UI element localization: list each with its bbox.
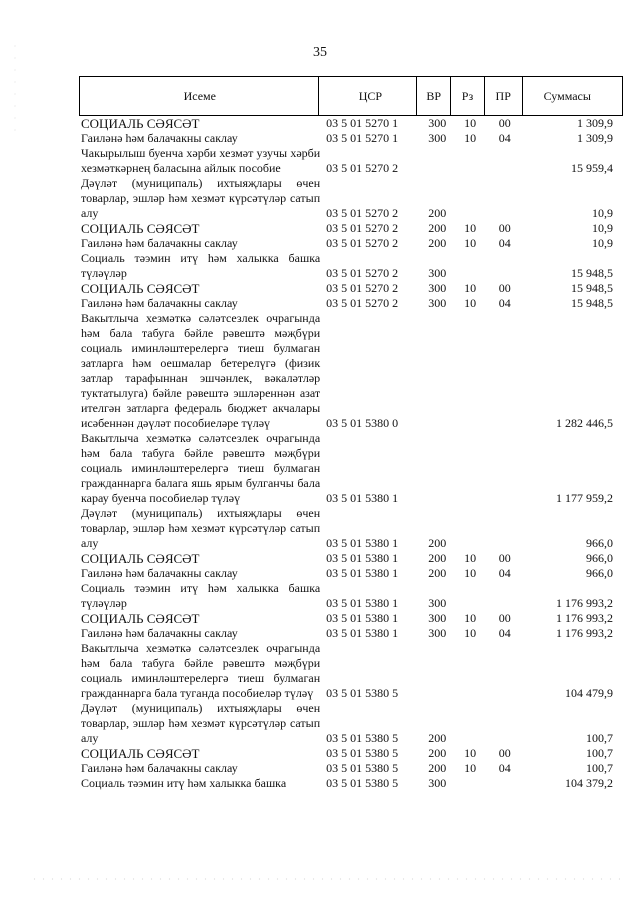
row-rz: 10 [464, 281, 477, 295]
row-pr [487, 146, 523, 176]
row-rz: 10 [464, 236, 477, 250]
row-csr: 03 5 01 5270 2 [326, 281, 399, 295]
row-csr: 03 5 01 5380 5 [326, 686, 399, 700]
row-csr: 03 5 01 5380 5 [326, 731, 399, 745]
row-csr: 03 5 01 5380 1 [326, 611, 399, 625]
row-rz [454, 146, 487, 176]
row-name: Чакырылыш буенча хәрби хезмәт узучы хәрби хезмәткәрнең баласына айлык пособие [81, 146, 321, 175]
row-sum: 1 309,9 [577, 116, 613, 130]
row-rz [454, 311, 487, 431]
row-rz: 10 [464, 131, 477, 145]
table-row [79, 761, 623, 776]
row-pr [487, 506, 523, 551]
row-sum: 966,0 [586, 551, 613, 565]
row-vr [421, 431, 454, 506]
row-name: СОЦИАЛЬ СӘЯСӘТ [81, 116, 200, 131]
row-vr: 200 [428, 746, 447, 760]
row-vr: 300 [428, 131, 447, 145]
row-pr: 04 [498, 236, 511, 250]
row-csr: 03 5 01 5380 1 [326, 551, 399, 565]
row-sum: 104 379,2 [565, 776, 613, 790]
row-name: СОЦИАЛЬ СӘЯСӘТ [81, 551, 200, 566]
table-row [79, 776, 623, 791]
row-sum: 1 309,9 [577, 131, 613, 145]
row-pr [487, 776, 523, 791]
row-rz: 10 [464, 221, 477, 235]
row-rz [454, 251, 487, 281]
row-vr: 300 [428, 776, 447, 790]
row-sum: 10,9 [592, 236, 613, 250]
row-csr: 03 5 01 5270 2 [326, 206, 399, 220]
row-pr: 00 [498, 221, 511, 235]
row-vr [421, 311, 454, 431]
scan-footer-marks [30, 878, 620, 880]
row-rz: 10 [464, 566, 477, 580]
row-pr: 00 [498, 611, 511, 625]
row-vr [421, 641, 454, 701]
row-csr: 03 5 01 5380 1 [326, 491, 399, 505]
row-rz [454, 581, 487, 611]
table-row [79, 566, 623, 581]
row-name: СОЦИАЛЬ СӘЯСӘТ [81, 281, 200, 296]
table-row [79, 131, 623, 146]
row-vr: 200 [428, 551, 447, 565]
row-pr: 04 [498, 761, 511, 775]
budget-table-header [79, 76, 623, 116]
row-rz [454, 641, 487, 701]
table-row [79, 611, 623, 626]
table-row [79, 296, 623, 311]
row-csr: 03 5 01 5380 5 [326, 761, 399, 775]
table-row [79, 431, 623, 506]
row-sum: 966,0 [586, 536, 613, 550]
row-csr: 03 5 01 5380 5 [326, 746, 399, 760]
row-rz: 10 [464, 116, 477, 130]
table-row [79, 236, 623, 251]
row-csr: 03 5 01 5270 2 [326, 266, 399, 280]
row-rz [454, 701, 487, 746]
row-vr: 300 [428, 626, 447, 640]
row-csr: 03 5 01 5270 2 [326, 236, 399, 250]
row-vr: 300 [428, 296, 447, 310]
table-row [79, 251, 623, 281]
row-vr: 200 [428, 761, 447, 775]
budget-table-body [79, 116, 623, 791]
row-sum: 100,7 [586, 761, 613, 775]
row-pr [487, 176, 523, 221]
header-sum: Суммасы [522, 77, 622, 116]
row-rz [454, 176, 487, 221]
row-name: Социаль тәэмин итү һәм халыкка башка түләүләр [81, 581, 321, 610]
row-pr: 04 [498, 131, 511, 145]
row-sum: 1 176 993,2 [556, 596, 613, 610]
row-csr: 03 5 01 5380 0 [326, 416, 399, 430]
table-row [79, 641, 623, 701]
row-pr: 04 [498, 296, 511, 310]
row-sum: 10,9 [592, 221, 613, 235]
row-rz [454, 506, 487, 551]
row-name: Гаиләнә һәм балачакны саклау [81, 566, 238, 580]
header-vr: ВР [417, 77, 451, 116]
row-pr: 00 [498, 116, 511, 130]
row-sum: 15 948,5 [571, 296, 613, 310]
row-sum: 1 177 959,2 [556, 491, 613, 505]
row-name: СОЦИАЛЬ СӘЯСӘТ [81, 221, 200, 236]
row-sum: 1 176 993,2 [556, 611, 613, 625]
row-pr [487, 251, 523, 281]
row-pr [487, 431, 523, 506]
row-vr: 300 [428, 281, 447, 295]
table-row [79, 311, 623, 431]
row-sum: 966,0 [586, 566, 613, 580]
row-rz: 10 [464, 611, 477, 625]
row-vr: 200 [428, 566, 447, 580]
row-csr: 03 5 01 5380 1 [326, 626, 399, 640]
table-row [79, 626, 623, 641]
table-row [79, 281, 623, 296]
row-rz: 10 [464, 761, 477, 775]
row-sum: 100,7 [586, 746, 613, 760]
row-rz [454, 431, 487, 506]
row-sum: 15 948,5 [571, 266, 613, 280]
row-pr [487, 311, 523, 431]
row-name: Вакытлыча хезмәткә сәләтсезлек очрагында һәм бала табуга бәйле рәвештә мәҗбүри социаль иминләштерелергә тиеш булмаган гражданнарга балага яшь ярым булганчы бала карау буенча пособиеләр түләү [81, 431, 321, 505]
row-vr [421, 146, 454, 176]
row-name: Дәүләт (муниципаль) ихтыяҗлары өчен товарлар, эшләр һәм хезмәт күрсәтүләр сатып алу [81, 701, 321, 745]
row-vr: 300 [428, 596, 447, 610]
row-vr: 300 [428, 611, 447, 625]
row-name: СОЦИАЛЬ СӘЯСӘТ [81, 746, 200, 761]
row-name: Социаль тәэмин итү һәм халыкка башка [81, 776, 287, 790]
row-csr: 03 5 01 5270 2 [326, 161, 399, 175]
table-row [79, 176, 623, 221]
row-sum: 10,9 [592, 206, 613, 220]
row-pr: 04 [498, 566, 511, 580]
row-sum: 1 176 993,2 [556, 626, 613, 640]
row-sum: 15 959,4 [571, 161, 613, 175]
row-csr: 03 5 01 5380 1 [326, 536, 399, 550]
header-name: Исеме [80, 77, 319, 116]
row-rz: 10 [464, 626, 477, 640]
row-name: Вакытлыча хезмәткә сәләтсезлек очрагында һәм бала табуга бәйле рәвештә мәҗбүри социаль иминләштерелергә тиеш булмаган затларга һәм оешмалар бетерелүгә (физик затлар тарафыннан эшчәнлек, вәкаләтләр туктатылуга) бәйле рәвештә эшләреннән азат ителгән затларга федераль бюджет акчалары исәбеннән дәүләт пособиеләре түләү [81, 311, 321, 430]
row-pr: 04 [498, 626, 511, 640]
row-name: Гаиләнә һәм балачакны саклау [81, 761, 238, 775]
row-rz: 10 [464, 551, 477, 565]
row-name: Вакытлыча хезмәткә сәләтсезлек очрагында һәм бала табуга бәйле рәвештә мәҗбүри социаль иминләштерелергә тиеш булмаган гражданнарга бала туганда пособиеләр түләү [81, 641, 321, 700]
row-vr: 200 [428, 536, 447, 550]
row-name: СОЦИАЛЬ СӘЯСӘТ [81, 611, 200, 626]
row-vr: 200 [428, 221, 447, 235]
row-csr: 03 5 01 5270 2 [326, 221, 399, 235]
row-name: Гаиләнә һәм балачакны саклау [81, 131, 238, 145]
row-vr: 300 [428, 266, 447, 280]
row-vr: 200 [428, 236, 447, 250]
table-row [79, 551, 623, 566]
row-name: Социаль тәэмин итү һәм халыкка башка түләүләр [81, 251, 321, 280]
row-pr: 00 [498, 551, 511, 565]
table-row [79, 581, 623, 611]
table-row [79, 146, 623, 176]
table-row [79, 506, 623, 551]
row-pr [487, 641, 523, 701]
row-rz: 10 [464, 296, 477, 310]
table-row [79, 701, 623, 746]
header-rz: Рз [451, 77, 485, 116]
header-pr: ПР [484, 77, 522, 116]
row-sum: 104 479,9 [565, 686, 613, 700]
header-csr: ЦСР [318, 77, 417, 116]
table-row [79, 746, 623, 761]
page-number: 35 [313, 45, 327, 60]
row-sum: 15 948,5 [571, 281, 613, 295]
row-name: Гаиләнә һәм балачакны саклау [81, 236, 238, 250]
row-csr: 03 5 01 5380 1 [326, 596, 399, 610]
row-vr: 200 [428, 731, 447, 745]
row-vr: 200 [428, 206, 447, 220]
row-name: Гаиләнә һәм балачакны саклау [81, 296, 238, 310]
row-csr: 03 5 01 5270 1 [326, 131, 399, 145]
row-sum: 100,7 [586, 731, 613, 745]
row-rz: 10 [464, 746, 477, 760]
table-row [79, 116, 623, 131]
row-name: Дәүләт (муниципаль) ихтыяҗлары өчен товарлар, эшләр һәм хезмәт күрсәтүләр сатып алу [81, 176, 321, 220]
row-csr: 03 5 01 5380 1 [326, 566, 399, 580]
budget-rows [79, 116, 623, 791]
row-csr: 03 5 01 5380 5 [326, 776, 399, 790]
table-row [79, 221, 623, 236]
row-vr: 300 [428, 116, 447, 130]
row-pr: 00 [498, 746, 511, 760]
row-sum: 1 282 446,5 [556, 416, 613, 430]
row-csr: 03 5 01 5270 2 [326, 296, 399, 310]
row-pr: 00 [498, 281, 511, 295]
row-pr [487, 581, 523, 611]
row-name: Гаиләнә һәм балачакны саклау [81, 626, 238, 640]
row-csr: 03 5 01 5270 1 [326, 116, 399, 130]
row-rz [454, 776, 487, 791]
row-name: Дәүләт (муниципаль) ихтыяҗлары өчен товарлар, эшләр һәм хезмәт күрсәтүләр сатып алу [81, 506, 321, 550]
row-pr [487, 701, 523, 746]
